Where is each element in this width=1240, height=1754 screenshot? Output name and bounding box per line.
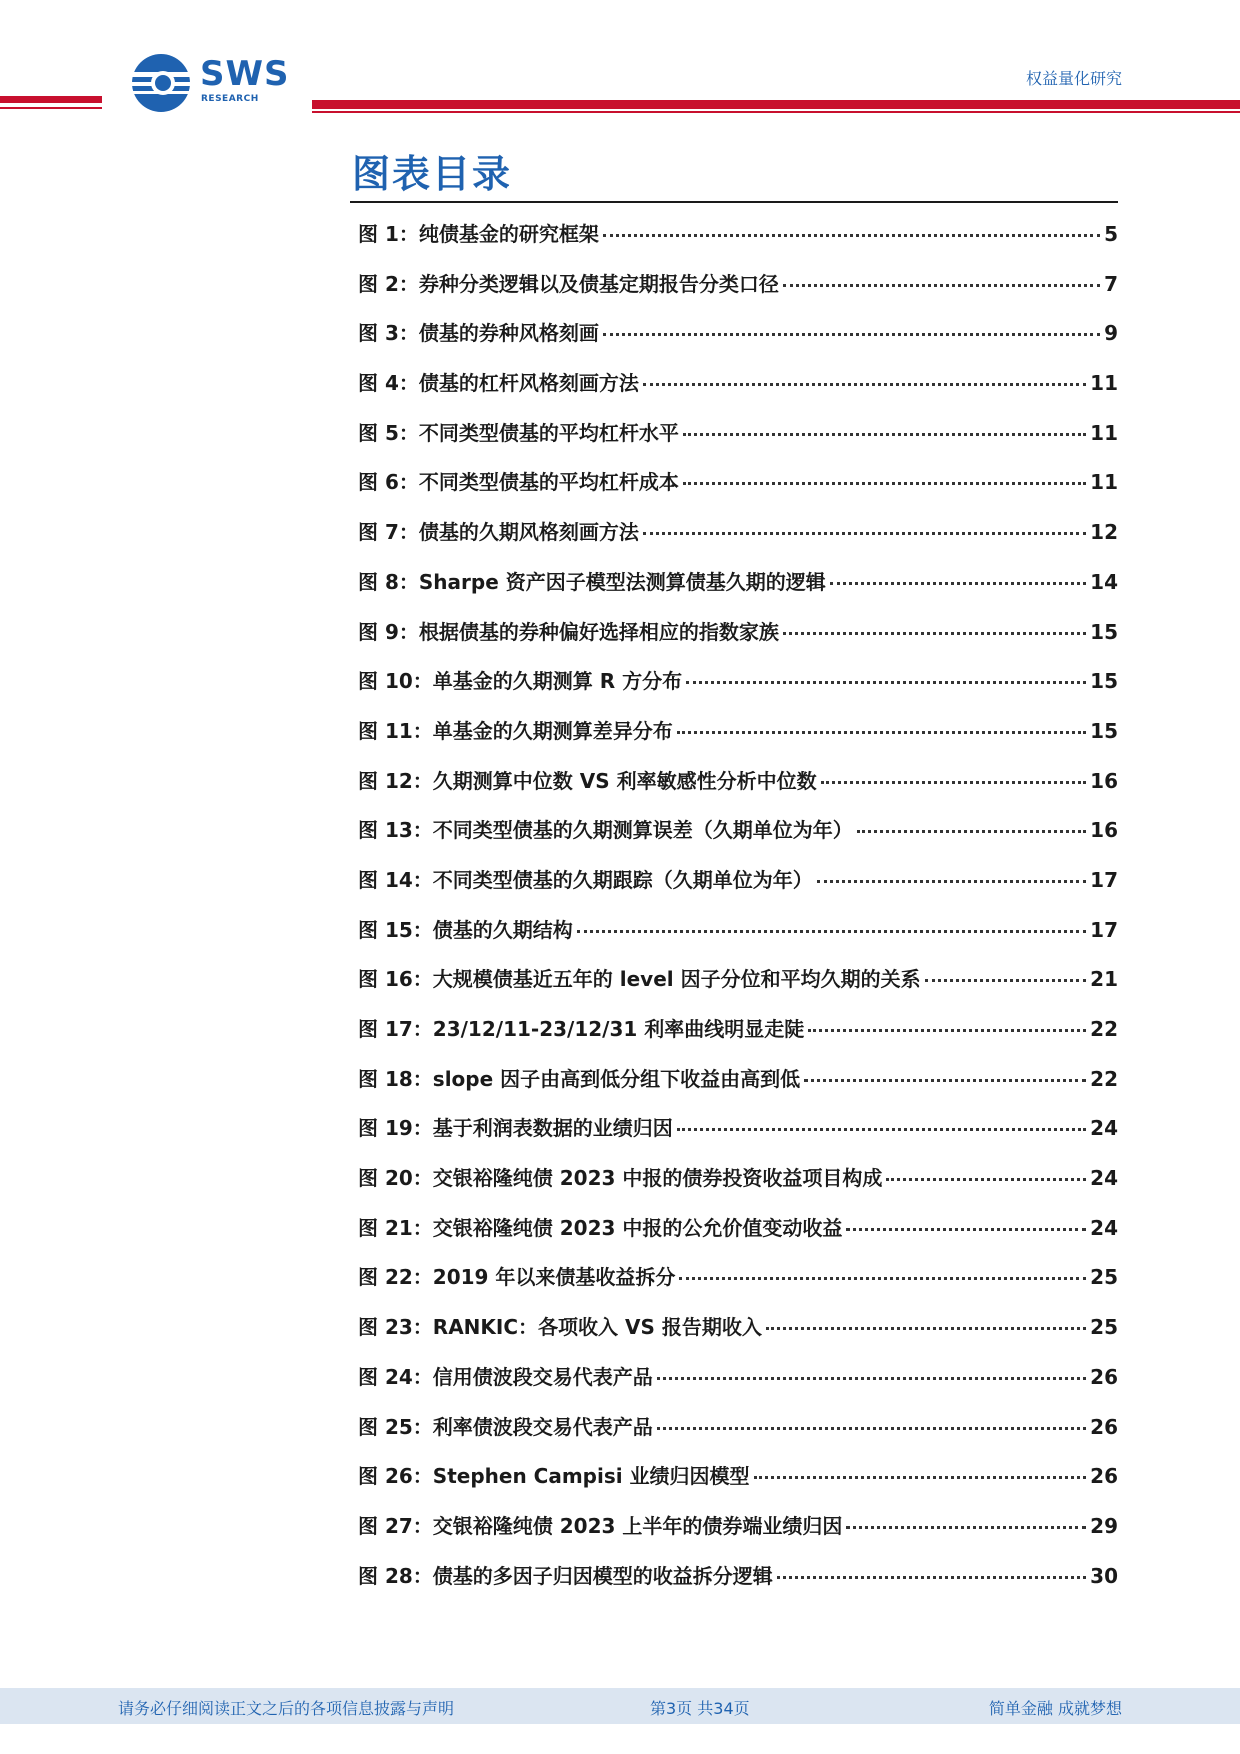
toc-entry[interactable]: [358, 1063, 1118, 1113]
logo-text: SWS: [200, 54, 290, 94]
toc-entry[interactable]: [358, 1411, 1118, 1461]
toc-entry-label: 图 10：单基金的久期测算 R 方分布: [358, 669, 683, 694]
toc-leader: [804, 1079, 1086, 1082]
toc-entry-page: 25: [1090, 1315, 1118, 1340]
toc-entry-page: 12: [1090, 520, 1118, 545]
toc-leader: [643, 532, 1086, 535]
toc-leader: [783, 284, 1100, 287]
toc-entry-label: 图 3：债基的券种风格刻画: [358, 321, 599, 346]
toc-entry[interactable]: [358, 616, 1118, 666]
toc-entry-page: 21: [1090, 967, 1118, 992]
toc-entry-page: 17: [1090, 917, 1118, 942]
toc-entry-page: 25: [1090, 1265, 1118, 1290]
toc-entry-page: 24: [1090, 1116, 1118, 1141]
toc-entry[interactable]: [358, 765, 1118, 815]
toc-leader: [683, 433, 1086, 436]
toc-leader: [846, 1228, 1086, 1231]
toc-entry-page: 9: [1104, 321, 1118, 346]
toc-entry-page: 11: [1090, 371, 1118, 396]
toc-entry-page: 24: [1090, 1215, 1118, 1240]
toc-entry-page: 15: [1090, 619, 1118, 644]
toc-entry-page: 5: [1104, 222, 1118, 246]
toc-entry-label: 图 20：交银裕隆纯债 2023 中报的债券投资收益项目构成: [358, 1166, 883, 1191]
title-rule: [350, 201, 1118, 203]
toc-leader: [783, 632, 1086, 635]
toc-leader: [657, 1427, 1086, 1430]
toc-entry-page: 30: [1090, 1563, 1118, 1588]
toc-entry-page: 22: [1090, 1017, 1118, 1041]
toc-leader: [846, 1526, 1086, 1529]
toc-entry[interactable]: [358, 814, 1118, 864]
toc-entry[interactable]: [358, 1162, 1118, 1212]
logo-subtext: RESEARCH: [201, 94, 259, 104]
toc-entry-page: 15: [1090, 718, 1118, 743]
toc-entry-label: 图 2：券种分类逻辑以及债基定期报告分类口径: [358, 271, 779, 296]
toc-entry-label: 图 22：2019 年以来债基收益拆分: [358, 1265, 676, 1290]
toc-entry[interactable]: [358, 715, 1118, 765]
toc-leader: [886, 1178, 1086, 1181]
footer-page-info: 第3页 共34页: [650, 1699, 750, 1718]
toc-entry-label: 图 8：Sharpe 资产因子模型法测算债基久期的逻辑: [358, 569, 826, 594]
toc-entry[interactable]: [358, 1261, 1118, 1311]
toc-leader: [925, 979, 1087, 982]
toc-entry-page: 22: [1090, 1066, 1118, 1091]
header-rule-right: [312, 100, 1240, 109]
toc-leader: [686, 681, 1086, 684]
toc-entry-page: 26: [1090, 1464, 1118, 1489]
logo-globe-icon: [130, 52, 192, 114]
toc-entry-page: 17: [1090, 867, 1118, 892]
toc-entry-page: 26: [1090, 1414, 1118, 1439]
toc-entry[interactable]: [358, 417, 1118, 467]
toc-entry-page: 16: [1090, 768, 1118, 793]
toc-entry-label: 图 1：纯债基金的研究框架: [358, 222, 599, 246]
toc-title: 图表目录: [352, 152, 513, 196]
toc-list: [358, 218, 1118, 1609]
toc-entry-label: 图 4：债基的杠杆风格刻画方法: [358, 371, 639, 396]
toc-entry-label: 图 19：基于利润表数据的业绩归因: [358, 1116, 673, 1141]
toc-entry-page: 15: [1090, 669, 1118, 694]
toc-leader: [657, 1377, 1086, 1380]
toc-entry[interactable]: [358, 566, 1118, 616]
toc-entry[interactable]: [358, 914, 1118, 964]
toc-leader: [857, 830, 1086, 833]
toc-entry[interactable]: [358, 1212, 1118, 1262]
header-rule-right-thin: [312, 111, 1240, 113]
report-category: 权益量化研究: [1025, 69, 1122, 88]
toc-leader: [766, 1327, 1086, 1330]
toc-entry-label: 图 27：交银裕隆纯债 2023 上半年的债券端业绩归因: [358, 1513, 843, 1538]
sws-logo: [130, 52, 290, 114]
header-rule-left: [0, 96, 102, 103]
toc-leader: [830, 582, 1086, 585]
toc-leader: [603, 234, 1100, 237]
toc-entry-label: 图 5：不同类型债基的平均杠杆水平: [358, 420, 679, 445]
toc-entry[interactable]: [358, 317, 1118, 367]
toc-entry-label: 图 25：利率债波段交易代表产品: [358, 1414, 653, 1439]
toc-leader: [808, 1029, 1086, 1032]
toc-entry[interactable]: [358, 1112, 1118, 1162]
toc-leader: [821, 781, 1087, 784]
toc-entry-label: 图 13：不同类型债基的久期测算误差（久期单位为年）: [358, 818, 853, 843]
toc-entry-label: 图 23：RANKIC：各项收入 VS 报告期收入: [358, 1315, 762, 1340]
toc-entry-page: 26: [1090, 1364, 1118, 1389]
toc-entry-label: 图 18：slope 因子由高到低分组下收益由高到低: [358, 1066, 801, 1091]
toc-entry[interactable]: [358, 1311, 1118, 1361]
toc-entry-label: 图 24：信用债波段交易代表产品: [358, 1364, 653, 1389]
toc-entry-label: 图 28：债基的多因子归因模型的收益拆分逻辑: [358, 1563, 773, 1588]
toc-entry-page: 16: [1090, 818, 1118, 843]
footer-disclaimer: 请务必仔细阅读正文之后的各项信息披露与声明: [118, 1699, 455, 1718]
toc-entry-label: 图 6：不同类型债基的平均杠杆成本: [358, 470, 679, 495]
toc-entry-page: 11: [1090, 420, 1118, 445]
toc-leader: [754, 1476, 1087, 1479]
toc-entry[interactable]: [358, 367, 1118, 417]
toc-entry[interactable]: [358, 516, 1118, 566]
header-rule-left-thin: [0, 107, 102, 109]
toc-leader: [603, 333, 1100, 336]
toc-entry[interactable]: [358, 1460, 1118, 1510]
toc-entry[interactable]: [358, 963, 1118, 1013]
toc-leader: [577, 930, 1086, 933]
toc-entry-label: 图 7：债基的久期风格刻画方法: [358, 520, 639, 545]
toc-entry-label: 图 16：大规模债基近五年的 level 因子分位和平均久期的关系: [358, 967, 921, 992]
footer-slogan: 简单金融 成就梦想: [988, 1699, 1122, 1718]
toc-leader: [777, 1576, 1086, 1579]
toc-leader: [643, 383, 1086, 386]
toc-entry[interactable]: [358, 268, 1118, 318]
toc-entry-page: 7: [1104, 271, 1118, 296]
toc-entry[interactable]: [358, 1510, 1118, 1560]
toc-entry[interactable]: [358, 1560, 1118, 1610]
toc-leader: [677, 731, 1086, 734]
toc-entry-label: 图 11：单基金的久期测算差异分布: [358, 718, 673, 743]
toc-leader: [683, 482, 1086, 485]
toc-entry-label: 图 12：久期测算中位数 VS 利率敏感性分析中位数: [358, 768, 817, 793]
toc-entry[interactable]: [358, 218, 1118, 268]
toc-entry-label: 图 9：根据债基的券种偏好选择相应的指数家族: [358, 619, 779, 644]
toc-entry[interactable]: [358, 864, 1118, 914]
toc-entry-page: 29: [1090, 1513, 1118, 1538]
toc-entry[interactable]: [358, 1013, 1118, 1063]
toc-entry[interactable]: [358, 665, 1118, 715]
toc-leader: [817, 880, 1086, 883]
toc-entry-page: 11: [1090, 470, 1118, 495]
toc-entry-label: 图 17：23/12/11-23/12/31 利率曲线明显走陡: [358, 1017, 805, 1041]
page-footer: [0, 1688, 1240, 1724]
toc-entry-page: 24: [1090, 1166, 1118, 1191]
toc-entry-label: 图 15：债基的久期结构: [358, 917, 573, 942]
toc-entry[interactable]: [358, 1361, 1118, 1411]
toc-entry[interactable]: [358, 466, 1118, 516]
toc-leader: [677, 1128, 1086, 1131]
toc-entry-label: 图 14：不同类型债基的久期跟踪（久期单位为年）: [358, 867, 813, 892]
toc-entry-label: 图 21：交银裕隆纯债 2023 中报的公允价值变动收益: [358, 1215, 843, 1240]
toc-entry-label: 图 26：Stephen Campisi 业绩归因模型: [358, 1464, 750, 1489]
toc-entry-page: 14: [1090, 569, 1118, 594]
toc-leader: [679, 1277, 1086, 1280]
